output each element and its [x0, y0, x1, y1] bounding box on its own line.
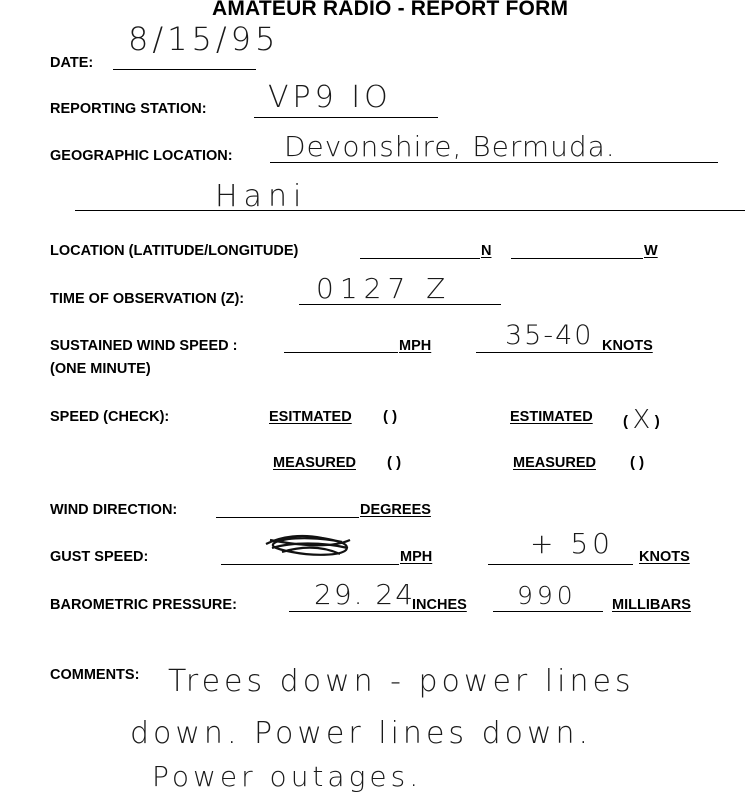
speed-check-label: SPEED (CHECK): [50, 409, 170, 425]
millibars-unit: MILLIBARS [612, 597, 691, 613]
estimated-paren-open: ( [623, 413, 628, 430]
latitude-unit: N [481, 243, 492, 259]
form-title: AMATEUR RADIO - REPORT FORM [212, 0, 569, 20]
location-line-2 [75, 210, 745, 211]
sustained-mph-unit: MPH [399, 338, 432, 354]
date-value[interactable]: 8/15/95 [128, 20, 280, 58]
gust-mph-scribble [262, 532, 354, 560]
longitude-line[interactable] [511, 258, 643, 259]
location-label: GEOGRAPHIC LOCATION: [50, 148, 233, 164]
pressure-label: BAROMETRIC PRESSURE: [50, 597, 237, 613]
measured-checkbox-1[interactable]: ( ) [387, 454, 402, 471]
gust-knots-unit: KNOTS [639, 549, 690, 565]
measured-checkbox-2[interactable]: ( ) [630, 454, 645, 471]
esitmated-label: ESITMATED [269, 409, 352, 425]
sustained-knots-unit: KNOTS [602, 338, 653, 354]
gust-knots-value[interactable]: + 50 [530, 527, 614, 560]
location-value-2[interactable]: Hani [215, 179, 308, 214]
degrees-unit: DEGREES [360, 502, 431, 518]
estimated-paren-close: ) [654, 413, 660, 430]
location-value-1[interactable]: Devonshire, Bermuda. [284, 130, 616, 163]
longitude-unit: W [644, 243, 658, 259]
gust-knots-line [488, 564, 633, 565]
pressure-inches-line [289, 611, 412, 612]
time-value[interactable]: 0127 Z [316, 272, 452, 305]
station-line [254, 117, 438, 118]
date-line [113, 69, 256, 70]
station-label: REPORTING STATION: [50, 101, 207, 117]
sustained-mph-line[interactable] [284, 352, 398, 353]
gust-label: GUST SPEED: [50, 549, 149, 565]
latitude-line[interactable] [360, 258, 480, 259]
estimated-checkbox[interactable] [623, 403, 660, 433]
comments-label: COMMENTS: [50, 667, 140, 683]
station-value[interactable]: VP9 IO [268, 80, 392, 115]
measured-label-2: MEASURED [513, 455, 596, 471]
estimated-check-mark: X [632, 405, 651, 435]
gust-mph-unit: MPH [400, 549, 433, 565]
sustained-sublabel: (ONE MINUTE) [50, 361, 151, 377]
comments-line-3[interactable]: Power outages. [152, 760, 423, 793]
comments-line-1[interactable]: Trees down - power lines [168, 664, 635, 699]
pressure-mb-line [493, 611, 603, 612]
measured-label-1: MEASURED [273, 455, 356, 471]
sustained-label: SUSTAINED WIND SPEED : [50, 338, 238, 354]
sustained-knots-line [476, 352, 602, 353]
time-label: TIME OF OBSERVATION (Z): [50, 291, 245, 307]
esitmated-checkbox[interactable]: ( ) [383, 408, 398, 425]
comments-line-2[interactable]: down. Power lines down. [130, 716, 593, 751]
inches-unit: INCHES [412, 597, 467, 613]
estimated-label: ESTIMATED [510, 409, 593, 425]
wind-direction-label: WIND DIRECTION: [50, 502, 178, 518]
pressure-inches-value[interactable]: 29. 24 [314, 578, 416, 611]
wind-direction-line[interactable] [216, 517, 359, 518]
sustained-knots-value[interactable]: 35-40 [505, 320, 594, 351]
latlon-label: LOCATION (LATITUDE/LONGITUDE) [50, 243, 299, 259]
gust-mph-line [221, 564, 399, 565]
pressure-mb-value[interactable]: 990 [517, 581, 577, 610]
date-label: DATE: [50, 55, 94, 71]
